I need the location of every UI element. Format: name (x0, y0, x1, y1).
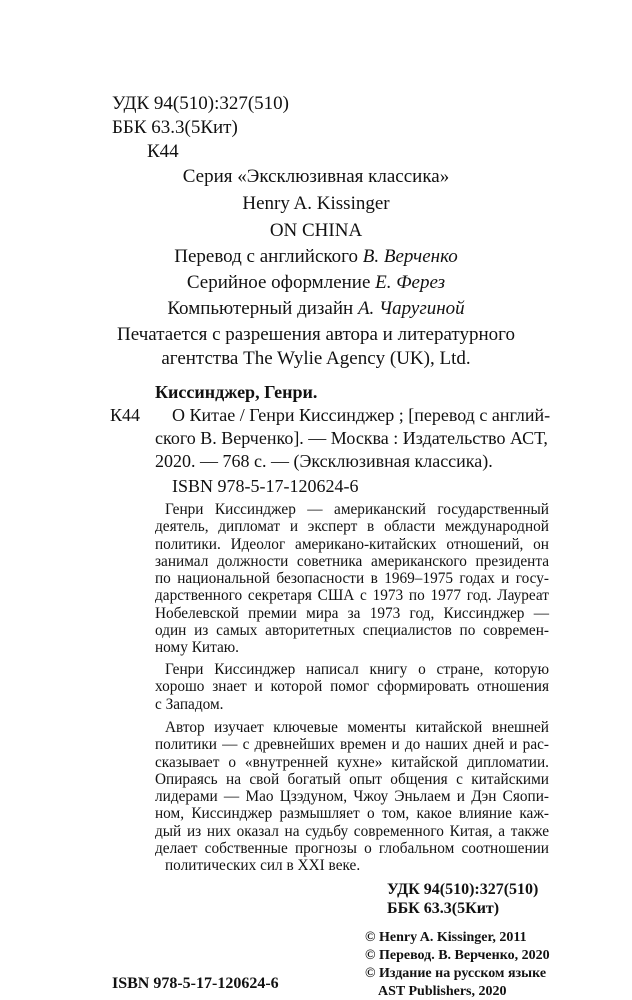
permission-line-1: Печатается с разрешения автора и литературного (117, 324, 515, 345)
catalog-line-2: ского В. Верченко]. — Москва : Издательство АСТ, (155, 428, 548, 448)
annotation-line: ном, Киссинджер размышляет о том, какое влияние каж- (155, 805, 549, 823)
annotation-line: хорошо знает и которой помог сформировать отношения (155, 678, 549, 696)
annotation-paragraph-3 (155, 719, 549, 875)
annotation-line: дарственного секретаря США с 1973 по 1977 год. Лауреат (155, 587, 549, 605)
copyright-publisher: AST Publishers, 2020 (378, 984, 507, 999)
series-name: Серия «Эксклюзивная классика» (182, 166, 450, 187)
catalog-author: Киссинджер, Генри. (155, 382, 318, 402)
author-sign: К44 (147, 141, 179, 162)
annotation-line: ному Китаю. (155, 639, 239, 657)
isbn-footer: ISBN 978-5-17-120624-6 (112, 975, 279, 992)
annotation-line: Нобелевской премии мира за 1973 год, Киссинджер — (155, 604, 549, 622)
original-author: Henry A. Kissinger (242, 193, 390, 214)
annotation-line: Автор изучает ключевые моменты китайской внешней (165, 719, 549, 736)
annotation-paragraph-2 (155, 661, 549, 713)
annotation-line: политических сил в XXI веке. (165, 857, 361, 875)
copyright-translation: © Перевод. В. Верченко, 2020 (365, 948, 550, 963)
computer-design-credit (0, 298, 632, 320)
translation-label: Перевод с английского (174, 246, 358, 267)
series-design-credit (0, 272, 632, 294)
computer-designer-name: А. Чаругиной (357, 298, 465, 319)
annotation-line: Опираясь на свой богатый опыт общения с китайскими (155, 770, 549, 788)
annotation-line: Генри Киссинджер — американский государственный (165, 501, 549, 518)
annotation-paragraph-1 (155, 501, 549, 657)
annotation-line: Генри Киссинджер написал книгу о стране, которую (165, 661, 549, 678)
annotation-line: занимал должности советника американского президента (155, 552, 549, 570)
annotation-line: политики. Идеолог американо-китайских отношений, он (155, 535, 549, 553)
translation-credit (0, 246, 632, 268)
series-designer-name: Е. Ферез (375, 272, 446, 293)
annotation-line: лидерами — Мао Цзэдуном, Чжоу Эньлаем и Дэн Сяопи- (155, 788, 549, 806)
annotation-line: с Западом. (155, 695, 224, 713)
catalog-sign: К44 (110, 405, 141, 425)
annotation-line: один из самых авторитетных специалистов по современ- (155, 622, 549, 640)
udk-code: УДК 94(510):327(510) (112, 93, 290, 114)
copyright-author: © Henry A. Kissinger, 2011 (365, 930, 527, 945)
bbk-footer: ББК 63.3(5Кит) (387, 900, 500, 917)
copyright-edition: © Издание на русском языке (365, 966, 547, 981)
original-title: ON CHINA (269, 220, 363, 241)
udk-footer: УДК 94(510):327(510) (387, 881, 539, 898)
annotation-line: делает собственные прогнозы о глобальном соотношении (155, 840, 549, 858)
annotation-line: сказывает о «внутренней кухне» китайской дипломатии. (155, 753, 549, 771)
translator-name: В. Верченко (362, 246, 458, 267)
annotation-line: по национальной безопасности в 1969–1975 годах и госу- (155, 570, 549, 588)
catalog-isbn: ISBN 978-5-17-120624-6 (172, 476, 359, 496)
permission-line-2: агентства The Wylie Agency (UK), Ltd. (161, 348, 471, 369)
annotation-line: дый из них оказал на судьбу современного Китая, а также (155, 822, 549, 840)
catalog-line-3: 2020. — 768 с. — (Эксклюзивная классика). (155, 451, 493, 471)
series-design-label: Серийное оформление (186, 272, 371, 293)
annotation-line: политики — с древнейших времен и до наших дней и рас- (155, 736, 549, 754)
bbk-code: ББК 63.3(5Кит) (112, 117, 238, 138)
catalog-line-1: О Китае / Генри Киссинджер ; [перевод с англий- (172, 405, 551, 425)
computer-design-label: Компьютерный дизайн (167, 298, 354, 319)
annotation-line: деятель, дипломат и эксперт в области международной (155, 518, 549, 536)
